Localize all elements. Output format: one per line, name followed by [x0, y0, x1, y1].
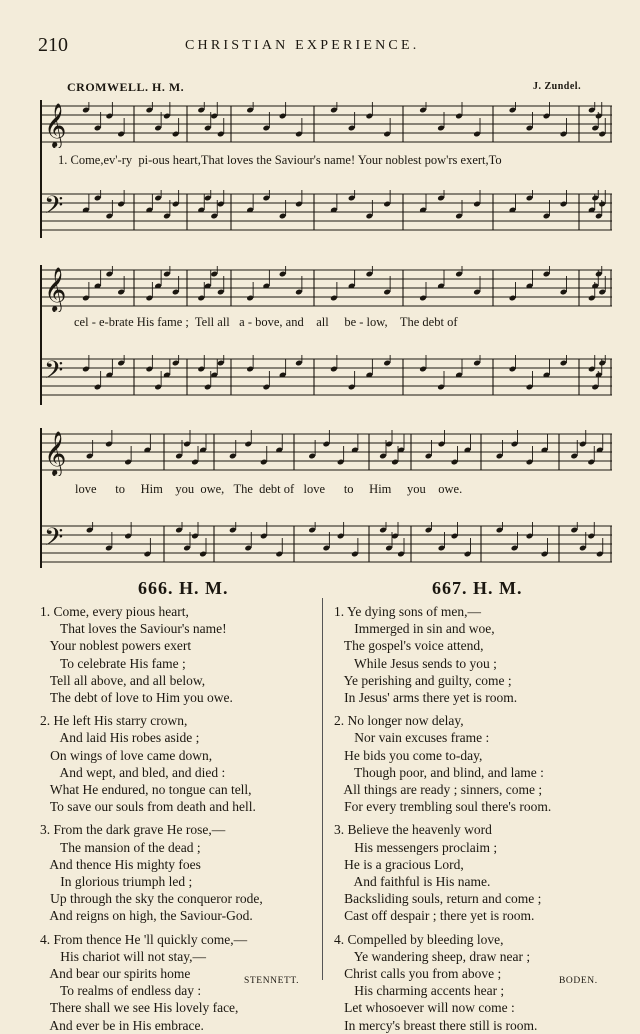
hymn-line: Ye wandering sheep, draw near ; [334, 948, 531, 964]
hymn-line: All things are ready ; sinners, come ; [334, 782, 543, 798]
hymn-number-667: 667. H. M. [432, 578, 523, 598]
hymn-line: The mansion of the dead ; [40, 839, 201, 855]
hymn-line: What He endured, no tongue can tell, [40, 782, 252, 798]
hymn-line: And ever be in His embrace. [40, 1017, 204, 1033]
hymn-line: And wept, and bled, and died : [40, 764, 226, 780]
hymn-line: And bear our spirits home [40, 966, 191, 982]
hymn-line: That loves the Saviour's name! [40, 621, 227, 637]
hymn-line: Backsliding souls, return and come ; [334, 891, 542, 907]
hymn-line: 4. Compelled by bleeding love, [334, 931, 504, 947]
hymn-line: In Jesus' arms there yet is room. [334, 690, 518, 706]
hymn-line: Ye perishing and guilty, come ; [334, 672, 512, 688]
hymn-line: 3. From the dark grave He rose,— [40, 822, 226, 838]
treble-clef-icon: 𝄞 [44, 431, 67, 475]
hymn-667-text [334, 603, 551, 1034]
hymn-line: In mercy's breast there still is room. [334, 1017, 538, 1033]
bass-clef-icon: 𝄢 [44, 523, 64, 558]
lyric-line-3: love to Him you owe, The debt of love to Him you owe. [75, 482, 463, 496]
treble-staff-3 [40, 430, 612, 476]
hymn-667-author: BODEN. [559, 976, 598, 986]
bass-clef-icon: 𝄢 [44, 356, 64, 391]
hymn-line: Immerged in sin and woe, [334, 621, 495, 637]
hymn-line: To save our souls from death and hell. [40, 799, 256, 815]
treble-staff-1 [40, 102, 612, 148]
hymn-line: Your noblest powers exert [40, 638, 192, 654]
hymn-line: And thence His mighty foes [40, 856, 201, 872]
hymn-number-666: 666. H. M. [138, 578, 229, 598]
bass-staff-2 [40, 355, 612, 401]
tune-composer: J. Zundel. [533, 81, 582, 92]
hymn-line: To celebrate His fame ; [40, 655, 186, 671]
hymn-line: On wings of love came down, [40, 747, 213, 763]
treble-clef-icon: 𝄞 [44, 103, 67, 147]
hymn-line: To realms of endless day : [40, 983, 202, 999]
hymn-line: His chariot will not stay,— [40, 948, 206, 964]
column-divider [322, 598, 323, 980]
lyric-line-2: cel - e-brate His fame ; Tell all a - bove, and all be - low, The debt of [74, 315, 458, 329]
hymn-line: Let whosoever will now come : [334, 1000, 515, 1016]
hymn-666-text [40, 603, 263, 1034]
hymn-666-author: STENNETT. [244, 976, 300, 986]
bass-clef-icon: 𝄢 [44, 191, 64, 226]
tune-name: CROMWELL. H. M. [67, 80, 185, 94]
hymn-line: And faithful is His name. [334, 874, 491, 890]
hymn-line: 2. He left His starry crown, [40, 713, 188, 729]
hymn-line: 1. Ye dying sons of men,— [334, 604, 482, 619]
hymn-line: Nor vain excuses frame : [334, 730, 490, 746]
hymn-line: While Jesus sends to you ; [334, 655, 497, 671]
hymn-line: And laid His robes aside ; [40, 730, 200, 746]
hymn-line: He is a gracious Lord, [334, 856, 464, 872]
hymn-line: There shall we see His lovely face, [40, 1000, 239, 1016]
hymn-line: Christ calls you from above ; [334, 966, 502, 982]
running-title: CHRISTIAN EXPERIENCE. [185, 38, 420, 53]
bass-staff-1 [40, 190, 612, 236]
hymn-line: And reigns on high, the Saviour-God. [40, 908, 253, 924]
bass-staff-3 [40, 522, 612, 568]
hymn-line: The debt of love to Him you owe. [40, 690, 233, 706]
hymn-line: The gospel's voice attend, [334, 638, 484, 654]
hymn-line: For every trembling soul there's room. [334, 799, 552, 815]
hymn-line: Tell all above, and all below, [40, 672, 206, 688]
hymn-line: 2. No longer now delay, [334, 713, 464, 729]
hymn-line: In glorious triumph led ; [40, 874, 193, 890]
hymn-line: Up through the sky the conqueror rode, [40, 891, 263, 907]
hymn-line: Though poor, and blind, and lame : [334, 764, 544, 780]
page-number: 210 [38, 34, 68, 56]
hymn-line: Cast off despair ; there yet is room. [334, 908, 535, 924]
hymn-line: He bids you come to-day, [334, 747, 483, 763]
hymn-line: 1. Come, every pious heart, [40, 604, 189, 619]
hymn-line: 3. Believe the heavenly word [334, 822, 492, 838]
treble-clef-icon: 𝄞 [44, 267, 67, 311]
hymn-line: His charming accents hear ; [334, 983, 505, 999]
hymn-line: His messengers proclaim ; [334, 839, 498, 855]
lyric-line-1: 1. Come,ev'-ry pi-ous heart,That loves the Saviour's name! Your noblest pow'rs exert,To [58, 153, 502, 167]
treble-staff-2 [40, 266, 612, 312]
hymn-line: 4. From thence He 'll quickly come,— [40, 931, 248, 947]
